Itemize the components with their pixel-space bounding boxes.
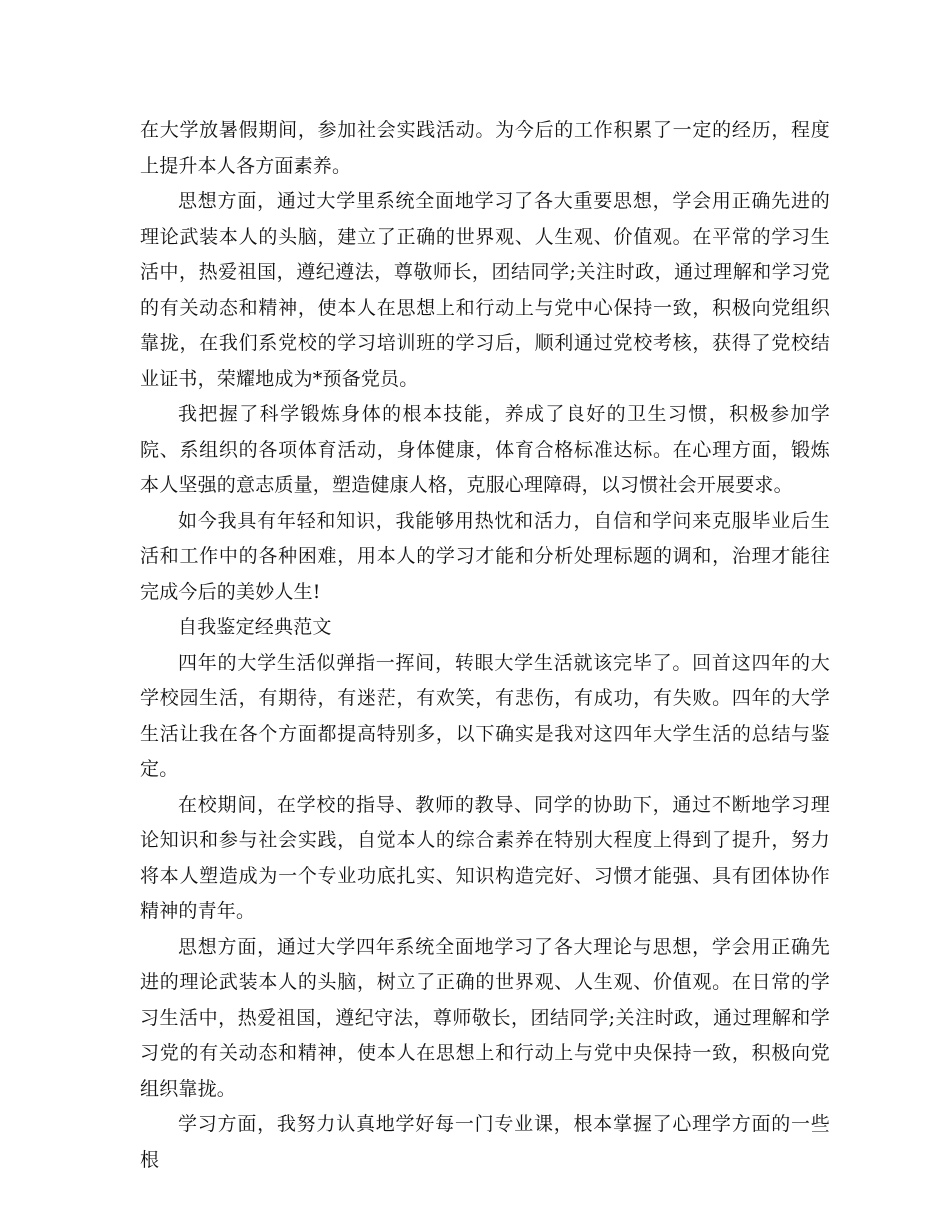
section-heading: 自我鉴定经典范文 <box>178 616 332 638</box>
paragraph-school-period: 在校期间，在学校的指导、教师的教导、同学的协助下，通过不断地学习理论知识和参与社会实践，自觉本人的综合素养在特别大程度上得到了提升，努力将本人塑造成为一个专业功底扎实、知识构造完好、习惯才能强、具有团体协作精神的青年。 <box>140 793 830 922</box>
paragraph-ideology-four-years: 思想方面，通过大学四年系统全面地学习了各大理论与思想，学会用正确先进的理论武装本人的头脑，树立了正确的世界观、人生观、价值观。在日常的学习生活中，热爱祖国，遵纪守法，尊师敬长，团结同学;关注时政，通过理解和学习党的有关动态和精神，使本人在思想上和行动上与党中央保持一致，积极向党组织靠拢。 <box>140 935 830 1100</box>
paragraph-ideology: 思想方面，通过大学里系统全面地学习了各大重要思想，学会用正确先进的理论武装本人的头脑，建立了正确的世界观、人生观、价值观。在平常的学习生活中，热爱祖国，遵纪遵法，尊敬师长，团结同学;关注时政，通过理解和学习党的有关动态和精神，使本人在思想上和行动上与党中心保持一致，积极向党组织靠拢，在我们系党校的学习培训班的学习后，顺利通过党校考核，获得了党校结业证书，荣耀地成为*预备党员。 <box>140 190 830 390</box>
document-body <box>140 113 830 1178</box>
paragraph-future: 如今我具有年轻和知识，我能够用热忱和活力，自信和学问来克服毕业后生活和工作中的各种困难，用本人的学习才能和分析处理标题的调和，治理才能往完成今后的美妙人生! <box>140 509 830 603</box>
paragraph-summer-practice: 在大学放暑假期间，参加社会实践活动。为今后的工作积累了一定的经历，程度上提升本人各方面素养。 <box>140 119 830 177</box>
paragraph-four-years: 四年的大学生活似弹指一挥间，转眼大学生活就该完毕了。回首这四年的大学校园生活，有期待，有迷茫，有欢笑，有悲伤，有成功，有失败。四年的大学生活让我在各个方面都提高特别多，以下确实是我对这四年大学生活的总结与鉴定。 <box>140 651 830 780</box>
paragraph-physical-health: 我把握了科学锻炼身体的根本技能，养成了良好的卫生习惯，积极参加学院、系组织的各项体育活动，身体健康，体育合格标准达标。在心理方面，锻炼本人坚强的意志质量，塑造健康人格，克服心理障碍，以习惯社会开展要求。 <box>140 403 830 496</box>
paragraph-study: 学习方面，我努力认真地学好每一门专业课，根本掌握了心理学方面的一些根 <box>140 1113 830 1171</box>
